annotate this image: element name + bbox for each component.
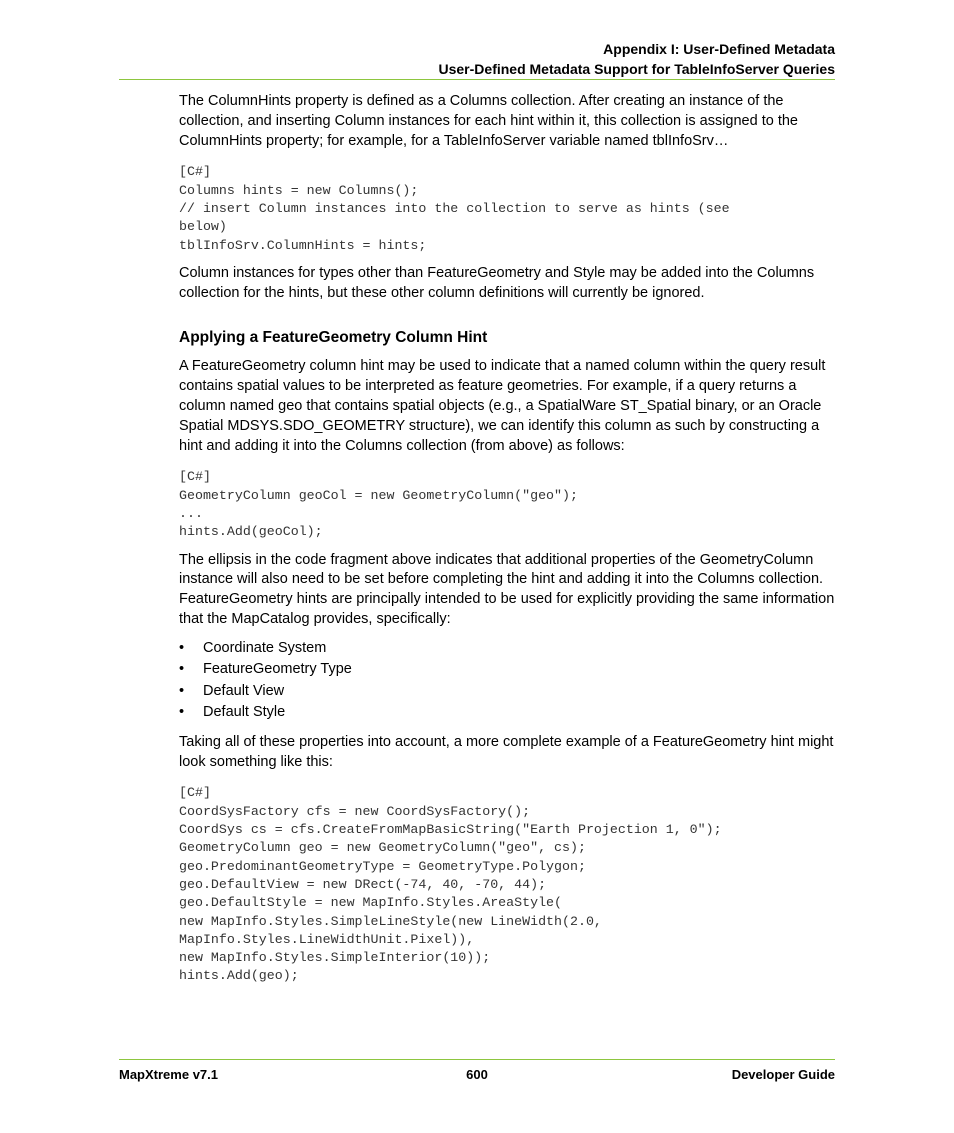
property-list xyxy=(179,638,835,724)
header-chapter-title: Appendix I: User-Defined Metadata xyxy=(603,41,835,57)
list-item-label: FeatureGeometry Type xyxy=(203,661,352,678)
paragraph-complete-example: Taking all of these properties into account, a more complete example of a FeatureGeometry hint might look something like this: xyxy=(179,733,834,770)
bullet-marker: • xyxy=(179,661,185,678)
page-number: 600 xyxy=(466,1067,488,1082)
code-block-geometry-column: [C#] GeometryColumn geoCol = new GeometryColumn("geo"); ... hints.Add(geoCol); xyxy=(179,469,578,540)
list-item xyxy=(179,681,835,703)
list-item-label: Coordinate System xyxy=(203,639,327,656)
bullet-marker: • xyxy=(179,704,185,721)
list-item-label: Default Style xyxy=(203,704,286,721)
code-block-columns: [C#] Columns hints = new Columns(); // insert Column instances into the collection to serve as hints (see below) tblInfoSrv.ColumnHints = hints; xyxy=(179,164,730,253)
page-footer xyxy=(119,1066,835,1084)
header-divider xyxy=(119,79,835,80)
list-item xyxy=(179,638,835,660)
footer-guide-title: Developer Guide xyxy=(731,1067,835,1082)
footer-product: MapXtreme v7.1 xyxy=(119,1067,218,1082)
header-section-title: User-Defined Metadata Support for TableInfoServer Queries xyxy=(438,61,835,77)
footer-divider xyxy=(119,1059,835,1060)
paragraph-column-types: Column instances for types other than FeatureGeometry and Style may be added into the Columns collection for the hints, but these other column definitions will currently be ignored. xyxy=(179,264,815,301)
list-item xyxy=(179,702,835,724)
bullet-marker: • xyxy=(179,639,185,656)
paragraph-ellipsis-note: The ellipsis in the code fragment above indicates that additional properties of the GeometryColumn instance will also need to be set before completing the hint and adding it into the Columns collection. FeatureGeometry hints are principally intended to be used for explicitly providing the same information that the MapCatalog provides, specifically: xyxy=(179,551,835,628)
paragraph-featuregeometry-hint: A FeatureGeometry column hint may be used to indicate that a named column within the query result contains spatial values to be interpreted as feature geometries. For example, if a query returns a column named geo that contains spatial objects (e.g., a SpatialWare ST_Spatial binary, or an Oracle Spatial MDSYS.SDO_GEOMETRY structure), we can identify this column as such by constructing a hint and adding it into the Columns collection (from above) as follows: xyxy=(179,358,826,454)
bullet-marker: • xyxy=(179,682,185,699)
list-item-label: Default View xyxy=(203,682,285,699)
page-content xyxy=(179,92,835,986)
section-heading: Applying a FeatureGeometry Column Hint xyxy=(179,329,488,347)
code-block-complete-example: [C#] CoordSysFactory cfs = new CoordSysFactory(); CoordSys cs = cfs.CreateFromMapBasicString("Earth Projection 1, 0"); GeometryColumn geo = new GeometryColumn("geo", cs); geo.PredominantGeometryType = GeometryType.Polygon; geo.DefaultView = new DRect(-74, 40, -70, 44); geo.DefaultStyle = new MapInfo.Styles.AreaStyle( new MapInfo.Styles.SimpleLineStyle(new LineWidth(2.0, MapInfo.Styles.LineWidthUnit.Pixel)), new MapInfo.Styles.SimpleInterior(10)); hints.Add(geo); xyxy=(179,785,722,984)
paragraph-columnhints: The ColumnHints property is defined as a Columns collection. After creating an instance of the collection, and inserting Column instances for each hint within it, this collection is assigned to the ColumnHints property; for example, for a TableInfoServer variable named tblInfoSrv… xyxy=(179,93,798,149)
page-header xyxy=(119,39,835,79)
list-item xyxy=(179,659,835,681)
